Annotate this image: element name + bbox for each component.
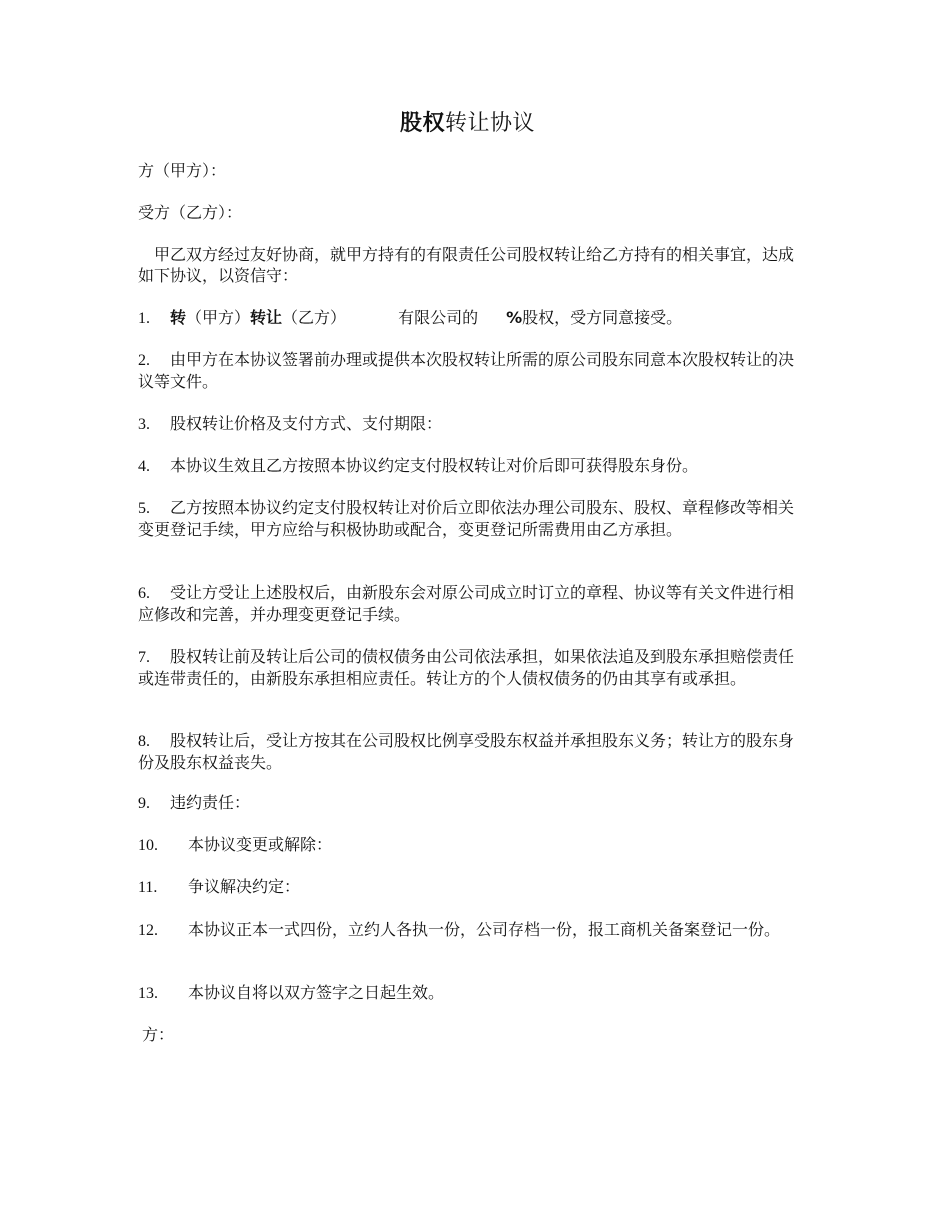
clause-number: 7. xyxy=(138,649,150,666)
clause-13 xyxy=(138,982,798,1004)
document-title xyxy=(0,109,935,139)
clause-text: 本协议自将以双方签字之日起生效。 xyxy=(188,983,445,1002)
clause-text: 本协议生效且乙方按照本协议约定支付股权转让对价后即可获得股东身份。 xyxy=(170,456,699,475)
clause-1-part-b: （甲方） xyxy=(186,308,251,327)
clause-text: 乙方按照本协议约定支付股权转让对价后立即依法办理公司股东、股权、章程修改等相关变更登记手续，甲方应给与积极协助或配合，变更登记所需费用由乙方承担。 xyxy=(138,498,795,539)
clause-text: 股权转让价格及支付方式、支付期限： xyxy=(170,414,443,433)
clause-1-part-c: 转让 xyxy=(250,308,283,327)
clause-text: 股权转让后，受让方按其在公司股权比例享受股东权益并承担股东义务；转让方的股东身份及股东权益丧失。 xyxy=(138,731,795,772)
clause-11 xyxy=(138,876,798,898)
clause-9 xyxy=(138,792,798,814)
clause-text: 股权转让前及转让后公司的债权债务由公司依法承担，如果依法追及到股东承担赔偿责任或连带责任的，由新股东承担相应责任。转让方的个人债权债务的仍由其享有或承担。 xyxy=(138,647,795,688)
clause-number: 3. xyxy=(138,416,150,433)
clause-4 xyxy=(138,455,798,477)
clause-number: 11. xyxy=(138,879,158,896)
clause-3 xyxy=(138,413,798,435)
clause-1-part-e: 有限公司的 xyxy=(398,308,479,327)
clause-1-part-d: （乙方） xyxy=(282,308,347,327)
clause-number: 8. xyxy=(138,733,150,750)
clause-8 xyxy=(138,730,798,773)
clause-6 xyxy=(138,582,798,625)
clause-number: 9. xyxy=(138,795,150,812)
party-a-line: 方（甲方）： xyxy=(138,161,227,180)
clause-1 xyxy=(138,307,798,329)
clause-number: 2. xyxy=(138,352,150,369)
clause-1-part-a: 转 xyxy=(170,308,187,327)
title-bold-part: 股权 xyxy=(399,111,445,136)
clause-number: 10. xyxy=(138,837,158,854)
party-b-line: 受方（乙方）： xyxy=(138,203,243,222)
clause-5 xyxy=(138,497,798,540)
intro-paragraph: 甲乙双方经过友好协商，就甲方持有的有限责任公司股权转让给乙方持有的相关事宜，达成如下协议，以资信守： xyxy=(138,245,795,285)
clause-text: 违约责任： xyxy=(170,793,251,812)
clause-number: 12. xyxy=(138,922,158,939)
clause-number: 4. xyxy=(138,458,150,475)
clause-number: 13. xyxy=(138,985,158,1002)
clause-7 xyxy=(138,646,798,689)
clause-text: 本协议变更或解除： xyxy=(188,835,333,854)
clause-10 xyxy=(138,834,798,856)
clause-text: 争议解决约定： xyxy=(188,877,301,896)
clause-2 xyxy=(138,349,798,392)
title-rest-part: 转让协议 xyxy=(445,111,536,136)
clause-12 xyxy=(138,919,798,941)
clause-text: 由甲方在本协议签署前办理或提供本次股权转让所需的原公司股东同意本次股权转让的决议等文件。 xyxy=(138,350,795,391)
signature-line: 方： xyxy=(142,1025,175,1044)
clause-number: 5. xyxy=(138,500,150,517)
clause-text: 受让方受让上述股权后，由新股东会对原公司成立时订立的章程、协议等有关文件进行相应修改和完善，并办理变更登记手续。 xyxy=(138,583,795,624)
clause-text: 本协议正本一式四份，立约人各执一份，公司存档一份，报工商机关备案登记一份。 xyxy=(188,920,781,939)
clause-number: 1. xyxy=(138,310,150,327)
clause-1-percent: % xyxy=(506,308,523,327)
clause-number: 6. xyxy=(138,585,150,602)
clause-1-part-g: 股权，受方同意接受。 xyxy=(522,308,683,327)
